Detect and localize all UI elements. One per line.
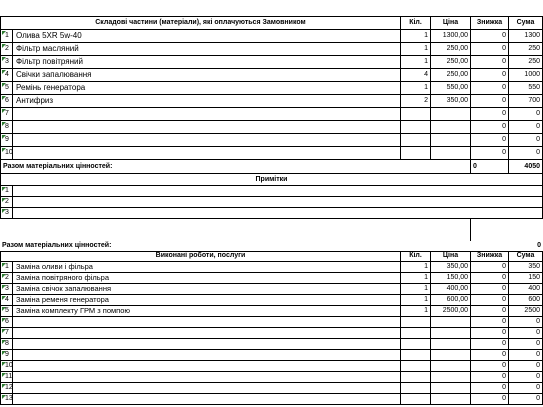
materials-row-price[interactable]: 550,00 [430,82,470,95]
works-row-number-text: 4 [5,296,9,303]
works-row-discount[interactable]: 0 [470,328,508,339]
materials-row [0,121,543,134]
materials-row-price[interactable] [430,108,470,121]
materials-row-qty[interactable]: 1 [400,43,430,56]
works-row-discount[interactable]: 0 [470,339,508,350]
materials-row-number[interactable] [0,108,12,121]
works-row-qty[interactable]: 1 [400,273,430,284]
works-row-qty[interactable] [400,317,430,328]
works-row [0,306,543,317]
materials-total-sum[interactable]: 4050 [508,160,543,174]
materials-row [0,43,543,56]
works-row-discount[interactable]: 0 [470,317,508,328]
materials-row-name[interactable]: Свічки запалювання [12,69,400,82]
works-row-price[interactable]: 600,00 [430,295,470,306]
works-row-price[interactable]: 150,00 [430,273,470,284]
materials-row-qty[interactable]: 2 [400,95,430,108]
works-row-price[interactable] [430,394,470,405]
materials-row-price[interactable]: 1300,00 [430,30,470,43]
works-row-number[interactable] [0,372,12,383]
materials-row-price[interactable] [430,134,470,147]
materials-row-name[interactable]: Антифриз [12,95,400,108]
works-row-name[interactable] [12,394,400,405]
materials-row-number-text: 5 [5,84,9,91]
materials-row-discount[interactable]: 0 [470,43,508,56]
works-row-number[interactable] [0,273,12,284]
works-row-number-text: 12 [5,384,13,391]
works-row [0,262,543,273]
materials-row-number-text: 6 [5,97,9,104]
materials-row-number[interactable] [0,43,12,56]
works-header-discount[interactable]: Знижка [470,251,508,262]
materials-row [0,30,543,43]
works-row-sum[interactable]: 0 [508,328,543,339]
works-row-price[interactable] [430,328,470,339]
materials-total-row [0,160,543,174]
works-row-name[interactable]: Заміна свічок запалювання [12,284,400,295]
works-row-qty[interactable] [400,339,430,350]
materials-row-number-text: 3 [5,58,9,65]
works-row-number-text: 10 [5,362,13,369]
works-row-sum[interactable]: 0 [508,394,543,405]
works-row-price[interactable] [430,350,470,361]
works-row [0,361,543,372]
works-row-sum[interactable]: 0 [508,350,543,361]
notes-row-number-text: 1 [5,187,9,194]
works-row-sum[interactable]: 0 [508,317,543,328]
notes-row-text[interactable] [12,208,543,219]
materials-row-number[interactable] [0,69,12,82]
works-row-number[interactable] [0,295,12,306]
works-row-name[interactable] [12,339,400,350]
gap-cell-right [470,219,543,241]
materials-row-qty[interactable] [400,108,430,121]
works-row-sum[interactable]: 2500 [508,306,543,317]
materials-row-sum[interactable]: 1000 [508,69,543,82]
works-row-price[interactable] [430,361,470,372]
materials-row-number[interactable] [0,82,12,95]
materials-row-qty[interactable] [400,147,430,160]
materials-row-name[interactable]: Олива 5XR 5w-40 [12,30,400,43]
materials-row [0,108,543,121]
works-row-price[interactable]: 400,00 [430,284,470,295]
works-row-number-text: 9 [5,351,9,358]
notes-header[interactable]: Примітки [0,174,543,186]
works-row-number[interactable] [0,339,12,350]
works-row-number-text: 1 [5,263,9,270]
works-row-number-text: 7 [5,329,9,336]
materials-row-qty[interactable]: 4 [400,69,430,82]
notes-row-number[interactable] [0,197,12,208]
materials-row [0,82,543,95]
works-row-qty[interactable] [400,383,430,394]
works-row-qty[interactable] [400,372,430,383]
materials-total-discount[interactable]: 0 [470,160,508,174]
materials-row-discount[interactable]: 0 [470,56,508,69]
notes-row-number-text: 3 [5,209,9,216]
works-row-sum[interactable]: 0 [508,383,543,394]
works-row-number-text: 6 [5,318,9,325]
notes-header-row [0,174,543,186]
materials-row-discount[interactable]: 0 [470,95,508,108]
notes-row-number-text: 2 [5,198,9,205]
materials-row-discount[interactable]: 0 [470,30,508,43]
works-header-price[interactable]: Ціна [430,251,470,262]
materials-row-name[interactable]: Фільтр масляний [12,43,400,56]
works-row-qty[interactable] [400,350,430,361]
works-row [0,284,543,295]
works-row-number-text: 8 [5,340,9,347]
works-row-number-text: 3 [5,285,9,292]
works-row-name[interactable] [12,317,400,328]
works-row-price[interactable] [430,339,470,350]
materials-row-price[interactable]: 250,00 [430,56,470,69]
materials-row-number[interactable] [0,56,12,69]
works-row-number-text: 13 [5,395,13,402]
works-row-number-text: 11 [5,373,13,380]
materials-header-discount[interactable]: Знижка [470,16,508,30]
works-row-number-text: 5 [5,307,9,314]
works-row [0,383,543,394]
works-row [0,394,543,405]
works-row-qty[interactable]: 1 [400,262,430,273]
materials-row-qty[interactable]: 1 [400,56,430,69]
works-row [0,273,543,284]
works-row-qty[interactable] [400,328,430,339]
materials-row-qty[interactable]: 1 [400,30,430,43]
works-row [0,339,543,350]
materials-row-discount[interactable]: 0 [470,82,508,95]
materials-row-discount[interactable]: 0 [470,121,508,134]
materials-row-sum[interactable]: 0 [508,108,543,121]
notes-row [0,186,543,197]
works-row-qty[interactable] [400,394,430,405]
works-row-sum[interactable]: 0 [508,339,543,350]
materials-row-sum[interactable]: 250 [508,56,543,69]
works-row-number[interactable] [0,350,12,361]
materials-header-name[interactable]: Складові частини (матеріали), які оплачуються Замовником [0,16,400,30]
works-row-price[interactable] [430,372,470,383]
materials-row-sum[interactable]: 0 [508,121,543,134]
materials-row-price[interactable]: 250,00 [430,69,470,82]
materials-total-label[interactable]: Разом матеріальних цінностей: [0,160,470,174]
materials-row-number-text: 9 [5,136,9,143]
materials-row-sum[interactable]: 1300 [508,30,543,43]
works-row-discount[interactable]: 0 [470,394,508,405]
works-row-name[interactable]: Заміна комплекту ГРМ з помпою [12,306,400,317]
materials-row [0,134,543,147]
materials-header-sum[interactable]: Сума [508,16,543,30]
materials-row-discount[interactable]: 0 [470,147,508,160]
works-header-qty[interactable]: Кіл. [400,251,430,262]
materials-row-discount[interactable]: 0 [470,69,508,82]
notes-row [0,208,543,219]
works-row-name[interactable]: Заміна повітряного фільра [12,273,400,284]
materials-row-sum[interactable]: 700 [508,95,543,108]
materials-row-number[interactable] [0,30,12,43]
materials-row-name[interactable]: Фільтр повітряний [12,56,400,69]
works-row [0,350,543,361]
materials-row-number-text: 1 [5,32,9,39]
materials-row-number[interactable] [0,121,12,134]
materials-row-number-text: 7 [5,110,9,117]
materials-header-price[interactable]: Ціна [430,16,470,30]
works-row-discount[interactable]: 0 [470,306,508,317]
works-row-discount[interactable]: 0 [470,295,508,306]
materials-row-number[interactable] [0,95,12,108]
works-row-name[interactable]: Заміна ременя генератора [12,295,400,306]
materials-row [0,56,543,69]
materials-row-qty[interactable] [400,121,430,134]
materials-header-row [0,16,543,30]
works-row-qty[interactable] [400,361,430,372]
works-header-row [0,251,543,262]
gap-cell [0,219,470,241]
works-row-name[interactable] [12,383,400,394]
works-row-discount[interactable]: 0 [470,372,508,383]
materials-row-price[interactable]: 250,00 [430,43,470,56]
works-row-number[interactable] [0,383,12,394]
materials-row-sum[interactable]: 250 [508,43,543,56]
materials-row-sum[interactable]: 0 [508,147,543,160]
works-row-sum[interactable]: 0 [508,361,543,372]
works-row-number[interactable] [0,361,12,372]
works-row-number[interactable] [0,394,12,405]
works-row-sum[interactable]: 600 [508,295,543,306]
between-total-label[interactable]: Разом матеріальних цінностей: [2,242,112,249]
works-row-discount[interactable]: 0 [470,350,508,361]
works-row-discount[interactable]: 0 [470,273,508,284]
works-row-discount[interactable]: 0 [470,383,508,394]
materials-row-name[interactable] [12,108,400,121]
between-total-row [0,241,543,251]
notes-row-text[interactable] [12,197,543,208]
materials-row-number-text: 10 [5,149,13,156]
materials-row-discount[interactable]: 0 [470,134,508,147]
materials-row-number[interactable] [0,147,12,160]
works-row-discount[interactable]: 0 [470,284,508,295]
works-row-number[interactable] [0,306,12,317]
works-row-number[interactable] [0,284,12,295]
materials-row-name[interactable] [12,134,400,147]
materials-row [0,69,543,82]
works-row-price[interactable] [430,317,470,328]
materials-row-qty[interactable] [400,134,430,147]
works-row-discount[interactable]: 0 [470,262,508,273]
works-row-name[interactable] [12,372,400,383]
materials-row-name[interactable] [12,121,400,134]
materials-row [0,95,543,108]
works-header-sum[interactable]: Сума [508,251,543,262]
works-row [0,317,543,328]
works-row-qty[interactable]: 1 [400,306,430,317]
works-row-name[interactable] [12,350,400,361]
works-row-sum[interactable]: 0 [508,372,543,383]
works-row-name[interactable]: Заміна оливи і фільра [12,262,400,273]
materials-row-price[interactable] [430,121,470,134]
works-row-sum[interactable]: 150 [508,273,543,284]
works-row-sum[interactable]: 350 [508,262,543,273]
works-row-qty[interactable]: 1 [400,284,430,295]
works-row-discount[interactable]: 0 [470,361,508,372]
works-row-price[interactable]: 350,00 [430,262,470,273]
works-row-number[interactable] [0,328,12,339]
works-row-number-text: 2 [5,274,9,281]
materials-row-sum[interactable]: 550 [508,82,543,95]
materials-row-price[interactable]: 350,00 [430,95,470,108]
materials-row-sum[interactable]: 0 [508,134,543,147]
works-row-number[interactable] [0,317,12,328]
materials-row-discount[interactable]: 0 [470,108,508,121]
works-row-name[interactable] [12,361,400,372]
works-row [0,328,543,339]
materials-header-qty[interactable]: Кіл. [400,16,430,30]
materials-row-name[interactable]: Ремінь генератора [12,82,400,95]
works-row-price[interactable]: 2500,00 [430,306,470,317]
works-header-name[interactable]: Виконані роботи, послуги [0,251,400,262]
works-row-qty[interactable]: 1 [400,295,430,306]
notes-gap-row [0,219,543,241]
notes-row [0,197,543,208]
materials-row-number-text: 2 [5,45,9,52]
notes-row-number[interactable] [0,186,12,197]
materials-row-number-text: 8 [5,123,9,130]
materials-row-price[interactable] [430,147,470,160]
works-row-name[interactable] [12,328,400,339]
works-row-number[interactable] [0,262,12,273]
works-row [0,295,543,306]
materials-row [0,147,543,160]
materials-row-number[interactable] [0,134,12,147]
materials-row-number-text: 4 [5,71,9,78]
materials-row-name[interactable] [12,147,400,160]
notes-row-number[interactable] [0,208,12,219]
between-total-value[interactable]: 0 [537,242,541,249]
works-row [0,372,543,383]
works-row-price[interactable] [430,383,470,394]
materials-row-qty[interactable]: 1 [400,82,430,95]
notes-row-text[interactable] [12,186,543,197]
works-row-sum[interactable]: 400 [508,284,543,295]
